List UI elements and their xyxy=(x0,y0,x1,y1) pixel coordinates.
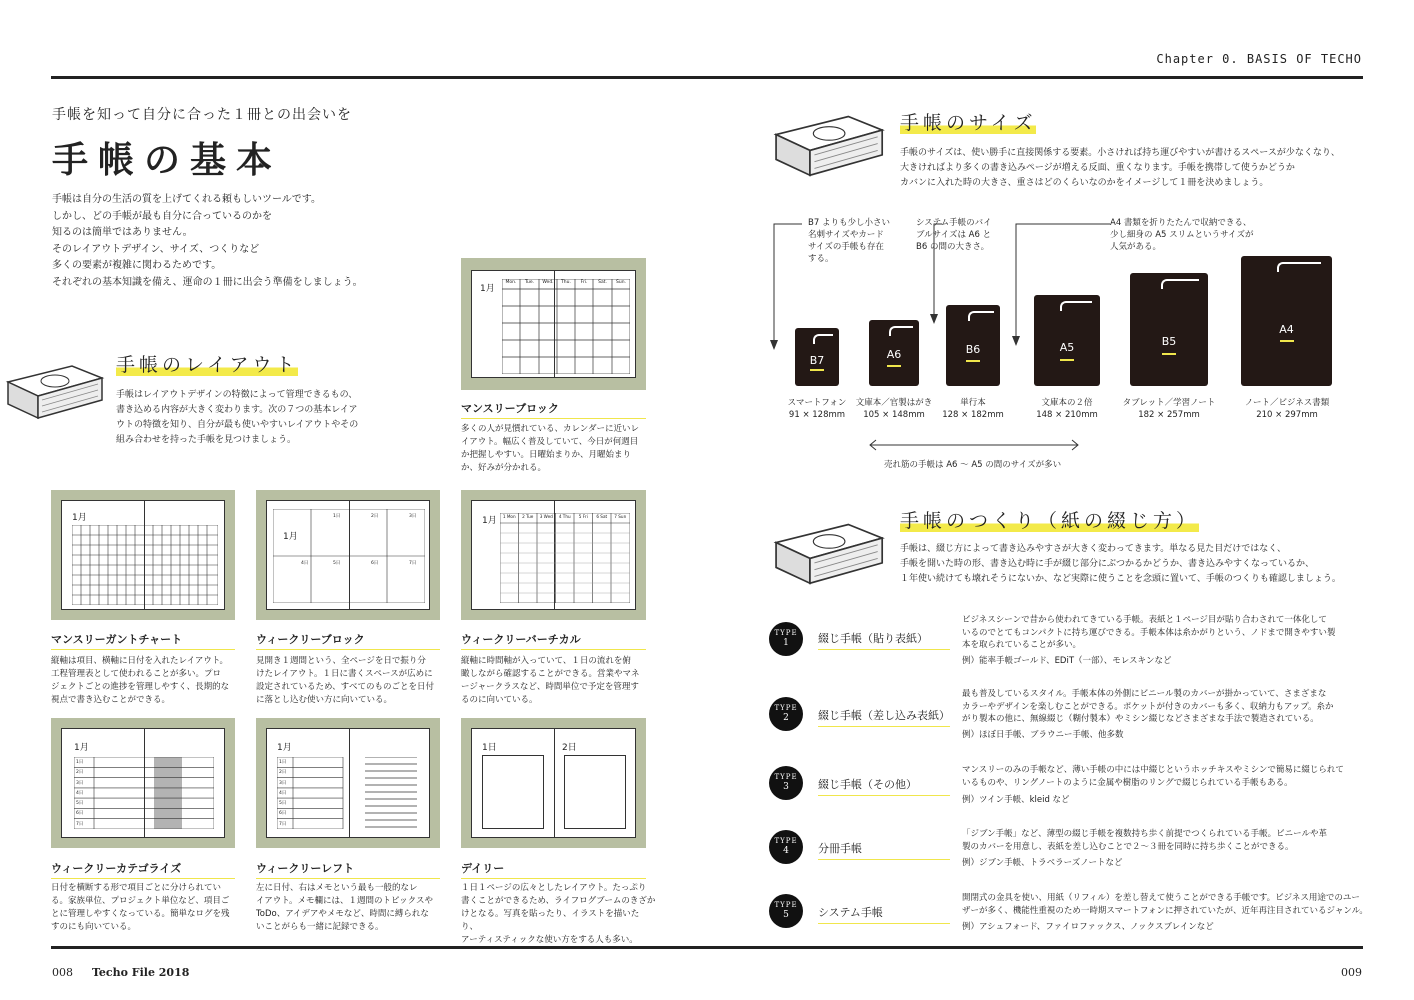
type-badge-2: TYPE 2 xyxy=(769,697,803,731)
layout-title-weekly-left: ウィークリーレフト xyxy=(256,860,440,879)
lead-text: 手帳を知って自分に合った１冊との出会いを xyxy=(52,107,352,123)
type-example-3: 例）ツイン手帳、kleid など xyxy=(962,795,1070,805)
layout-desc-weekly-categorize: 日付を横断する形で項目ごとに分けられてい る。家族単位、プロジェクト単位など、項目ご とに管理しやすくなっている。簡単なログを残 すのにも向いている。 xyxy=(51,883,230,932)
size-section-desc: 手帳のサイズは、使い勝手に直接関係する要素。小さければ持ち運びやすいが書けるスペースが少なくなり、 大きければより多くの書き込みページが増える反面、重くなります。手帳を携帯して使うかどうか カバンに入れた時の大きさ、重さはどのくらいなのかをイメージして１冊を決めましょう。 xyxy=(900,148,1340,188)
weekly-vertical-grid xyxy=(500,513,630,603)
layout-panel-weekly-block: 1月 1日 2日 3日 4日 5日 6日 7日 xyxy=(256,490,440,620)
size-note-b7: B7 よりも少し小さい 名刺サイズやカード サイズの手帳も存在 する。 xyxy=(808,218,890,264)
monthly-block-sheet: 1月 Mon. Tue. Wed. Thu. Fri. Sat. Sun. xyxy=(471,270,636,378)
layout-section-title: 手帳のレイアウト xyxy=(116,354,299,376)
layout-title-weekly-block: ウィークリーブロック xyxy=(256,631,440,650)
layout-desc-weekly-vertical: 縦軸に時間軸が入っていて、１日の流れを俯 瞰しながら確認することができる。営業やマネ ージャークラスなど、時間単位で予定を管理す るのに向いている。 xyxy=(461,656,640,705)
book-title: Techo File 2018 xyxy=(92,966,190,979)
book-b7: B7 xyxy=(795,328,839,386)
layout-desc-gantt: 縦軸は項目、横軸に日付を入れたレイアウト。 工程管理表として使われることが多い。プロ ジェクトごとの進捗を管理しやすく、長期的な 視点で書き込むことができる。 xyxy=(51,656,230,705)
layout-panel-monthly-block xyxy=(461,258,646,390)
layout-desc-weekly-block: 見開き１週間という、全ページを日で振り分 けたレイアウト。１日に書くスペースが広めに 設定されているため、すべてのものごとを日付 に落とし込む使い方に向いている。 xyxy=(256,656,434,705)
book-illustration-icon xyxy=(2,362,106,424)
layout-panel-weekly-left: 1月 1日 2日 3日 4日 5日 6日 7日 xyxy=(256,718,440,848)
layout-desc-weekly-left: 左に日付、右はメモという最も一般的なレ イアウト。メモ欄には、１週間のトピックスや ToDo、アイデアやメモなど、時間に縛られな いことがらも一緒に記録できる。 xyxy=(256,883,434,932)
type-desc-3: マンスリーのみの手帳など、薄い手帳の中には中綴じというホッチキスやミシンで簡易に綴じられて いるものや、リングノートのように金属や樹脂のリングで綴じられている手帳もある。 xyxy=(962,765,1344,788)
type-example-4: 例）ジブン手帳、トラベラーズノートなど xyxy=(962,858,1123,868)
page-title: 手帳の基本 xyxy=(52,139,283,181)
binding-section-title: 手帳のつくり（紙の綴じ方） xyxy=(900,510,1200,532)
book-b5: B5 xyxy=(1130,273,1208,386)
weekly-left-grid xyxy=(277,757,423,829)
book-illustration-icon xyxy=(766,112,890,182)
top-rule xyxy=(51,76,1363,79)
range-note: 売れ筋の手帳は A6 ～ A5 の間のサイズが多い xyxy=(884,460,1062,470)
book-b6: B6 xyxy=(946,305,1000,386)
weekly-categorize-grid xyxy=(74,757,214,829)
type-example-1: 例）能率手帳ゴールド、EDiT（一部）、モレスキンなど xyxy=(962,656,1172,666)
type-name-1: 綴じ手帳（貼り表紙） xyxy=(818,630,950,650)
layout-panel-gantt: 1月 xyxy=(51,490,235,620)
size-label-b5: タブレット／学習ノート 182 × 257mm xyxy=(1122,398,1216,420)
daily-frame-left xyxy=(482,755,544,829)
page-number-left: 008 xyxy=(52,966,73,979)
size-note-bible: システム手帳のバイ ブルサイズは A6 と B6 の間の大きさ。 xyxy=(916,218,992,252)
range-arrow xyxy=(866,438,1082,452)
page-number-right: 009 xyxy=(1341,966,1362,979)
book-a4: A4 xyxy=(1241,256,1332,386)
bottom-rule xyxy=(51,946,1363,949)
type-example-2: 例）ほぼ日手帳、ブラウニー手帳、他多数 xyxy=(962,730,1124,740)
layout-section-desc: 手帳はレイアウトデザインの特徴によって管理できるもの、 書き込める内容が大きく変わります。次の７つの基本レイア ウトの特徴を知り、自分が最も使いやすいレイアウトやその 組み合わせを持った手帳を見つけましょう。 xyxy=(116,390,359,445)
layout-desc-monthly-block: 多くの人が見慣れている、カレンダーに近いレ イアウト。幅広く普及していて、今日が何週目 か把握しやすい。日曜始まりか、月曜始まり か、好みが分かれる。 xyxy=(461,424,639,473)
gantt-grid xyxy=(72,525,218,605)
layout-panel-weekly-vertical: 1月 1 Mon 2 Tue 3 Wed 4 Thu 5 Fri 6 Sat 7 Sun xyxy=(461,490,646,620)
size-label-a4: ノート／ビジネス書類 210 × 297mm xyxy=(1244,398,1330,420)
layout-title-monthly-block: マンスリーブロック xyxy=(461,400,646,419)
binding-section-desc: 手帳は、綴じ方によって書き込みやすさが大きく変わってきます。単なる見た目だけではなく、 手帳を開いた時の形、書き込む時に手が綴じ部分にぶつかるかどうか、書き込みやすくなっているか、 １年使い続けても壊れそうにないか、など実際に使うことを念頭に置いて、手帳のつくりも確認しましょう。 xyxy=(900,544,1341,584)
intro-text: 手帳は自分の生活の質を上げてくれる頼もしいツールです。 しかし、どの手帳が最も自分に合っているのかを 知るのは簡単ではありません。 そのレイアウトデザイン、サイズ、つくりなど 多くの要素が複雑に関わるためです。 それぞれの基本知識を備え、運命の１冊に出会う準備をしましょう。 xyxy=(52,194,363,288)
type-name-4: 分冊手帳 xyxy=(818,840,950,860)
type-name-5: システム手帳 xyxy=(818,904,950,924)
type-name-2: 綴じ手帳（差し込み表紙） xyxy=(818,707,950,727)
type-badge-5: TYPE 5 xyxy=(769,894,803,928)
layout-title-weekly-vertical: ウィークリーバーチカル xyxy=(461,631,646,650)
book-a6: A6 xyxy=(869,320,919,386)
type-desc-1: ビジネスシーンで昔から使われてきている手帳。表紙と１ページ目が貼り合わされて一体化して いるのでとてもコンパクトに持ち運びできる。手帳本体は糸かがりという、ノドまで開きやすい製 本を取られていることが多い。 xyxy=(962,615,1336,650)
layout-title-weekly-categorize: ウィークリーカテゴライズ xyxy=(51,860,235,879)
layout-panel-weekly-categorize: 1月 1日 2日 3日 4日 5日 6日 7日 xyxy=(51,718,235,848)
chapter-label: Chapter 0. BASIS OF TECHO xyxy=(1156,52,1362,66)
type-badge-3: TYPE 3 xyxy=(769,766,803,800)
size-section-title: 手帳のサイズ xyxy=(900,112,1037,134)
monthly-block-grid xyxy=(502,279,630,374)
type-example-5: 例）アシュフォード、ファイロファックス、ノックスブレインなど xyxy=(962,922,1214,932)
type-desc-5: 開閉式の金具を使い、用紙（リフィル）を差し替えて使うことができる手帳です。ビジネス用途でのユー ザーが多く、機能性重視のため一時期スマートフォンに押されていたが、近年再注目されているジャンル。 xyxy=(962,893,1368,916)
size-label-b6: 単行本 128 × 182mm xyxy=(942,398,1004,420)
daily-frame-right xyxy=(564,755,626,829)
type-desc-4: 「ジブン手帳」など、薄型の綴じ手帳を複数持ち歩く前提でつくられている手帳。ビニールや革 製のカバーを用意し、表紙を差し込むことで２～３冊を同時に持ち歩くことができる。 xyxy=(962,829,1327,852)
layout-title-gantt: マンスリーガントチャート xyxy=(51,631,235,650)
layout-desc-daily: １日１ページの広々としたレイアウト。たっぷり 書くことができるため、ライフログブームのきざか けとなる。写真を貼ったり、イラストを描いたり、 アーティスティックな使い方をする人も多い。 xyxy=(461,883,656,945)
layout-panel-daily: 1日 2日 xyxy=(461,718,646,848)
type-name-3: 綴じ手帳（その他） xyxy=(818,776,950,796)
type-badge-1: TYPE 1 xyxy=(769,622,803,656)
size-label-a5: 文庫本の２倍 148 × 210mm xyxy=(1036,398,1098,420)
type-desc-2: 最も普及しているスタイル。手帳本体の外側にビニール製のカバーが掛かっていて、さまざまな カラーやデザインを楽しむことができる。ポケットが付きのカバーも多く、収納力もアップ。糸か がり製本の他に、無線綴じ（糊付製本）やミシン綴じなどさまざまな手法で製造されている。 xyxy=(962,689,1334,724)
type-badge-4: TYPE 4 xyxy=(769,830,803,864)
weekly-block-grid xyxy=(273,509,425,603)
size-note-a5-slim: A4 書類を折りたたんで収納できる、 少し細身の A5 スリムというサイズが 人気がある。 xyxy=(1110,218,1254,252)
size-label-a6: 文庫本／官製はがき 105 × 148mm xyxy=(855,398,933,420)
book-illustration-icon xyxy=(766,520,890,590)
book-a5: A5 xyxy=(1034,295,1100,386)
size-label-b7: スマートフォン 91 × 128mm xyxy=(787,398,847,420)
layout-title-daily: デイリー xyxy=(461,860,646,879)
